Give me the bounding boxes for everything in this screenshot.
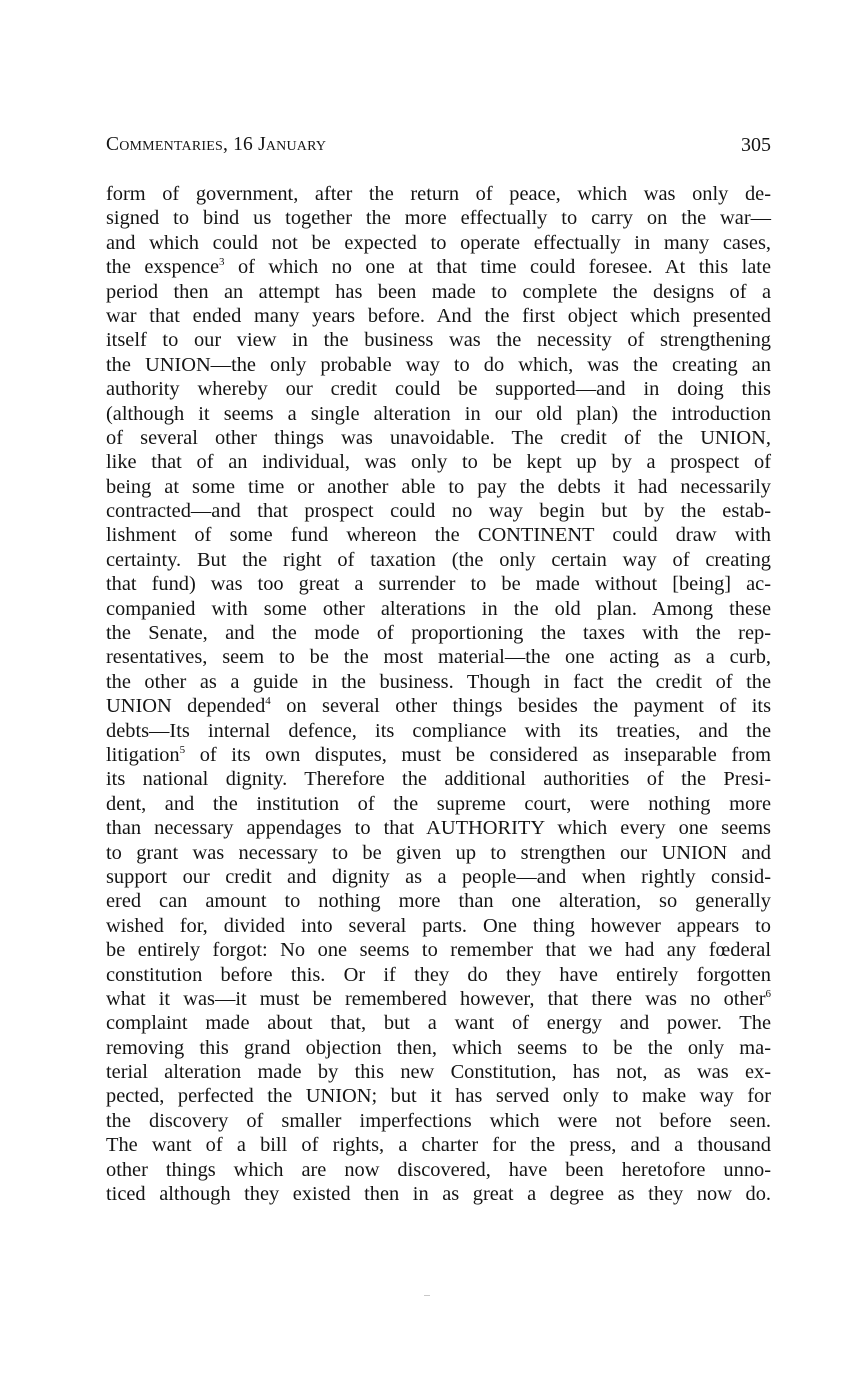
footnote-marker: 6 (765, 987, 771, 1000)
body-line: signed to bind us together the more effectually to carry on the war— (106, 207, 771, 230)
body-line: the Senate, and the mode of proportioning the taxes with the rep- (106, 622, 771, 645)
footnote-marker: 5 (179, 743, 186, 756)
body-line: being at some time or another able to pay the debts it had necessarily (106, 475, 771, 498)
body-line: that fund) was too great a surrender to be made without [being] ac- (106, 573, 771, 596)
body-text (106, 182, 771, 1206)
body-line: period then an attempt has been made to complete the designs of a (106, 280, 771, 303)
body-line: what it was—it must be remembered however, that there was no other$^6$ (106, 987, 771, 1010)
body-line: of several other things was unavoidable. The credit of the UNION, (106, 426, 771, 449)
body-line: ered can amount to nothing more than one alteration, so generally (106, 890, 771, 913)
body-line: than necessary appendages to that AUTHORITY which every one seems (106, 817, 771, 840)
body-line: the UNION—the only probable way to do which, was the creating an (106, 353, 771, 376)
body-line: war that ended many years before. And the first object which presented (106, 304, 771, 327)
running-head (106, 134, 771, 160)
body-line: certainty. But the right of taxation (the only certain way of creating (106, 548, 771, 571)
body-line: lishment of some fund whereon the CONTINENT could draw with (106, 524, 771, 547)
body-line: other things which are now discovered, have been heretofore unno- (106, 1158, 771, 1181)
body-line: the exspence$^3$ of which no one at that time could foresee. At this late (106, 256, 771, 279)
body-line: its national dignity. Therefore the additional authorities of the Presi- (106, 768, 771, 791)
body-line: wished for, divided into several parts. One thing however appears to (106, 914, 771, 937)
body-line: contracted—and that prospect could no way begin but by the estab- (106, 500, 771, 523)
running-head-title: Commentaries, 16 January (106, 134, 327, 155)
body-line: like that of an individual, was only to be kept up by a prospect of (106, 451, 771, 474)
body-line: (although it seems a single alteration in our old plan) the introduction (106, 402, 771, 425)
body-line: the discovery of smaller imperfections which were not before seen. (106, 1109, 771, 1132)
body-line: litigation$^5$ of its own disputes, must be considered as inseparable from (106, 743, 771, 766)
body-line: terial alteration made by this new Constitution, has not, as was ex- (106, 1061, 771, 1084)
body-line: resentatives, seem to be the most material—the one acting as a curb, (106, 646, 771, 669)
footnote-marker: 4 (265, 695, 271, 708)
body-line: ticed although they existed then in as great a degree as they now do. (106, 1183, 771, 1206)
body-line: dent, and the institution of the supreme court, were nothing more (106, 792, 771, 815)
body-line: be entirely forgot: No one seems to remember that we had any fœderal (106, 939, 771, 962)
body-line: the other as a guide in the business. Though in fact the credit of the (106, 670, 771, 693)
body-line: itself to our view in the business was the necessity of strengthening (106, 329, 771, 352)
body-line: complaint made about that, but a want of energy and power. The (106, 1012, 771, 1035)
body-line: companied with some other alterations in the old plan. Among these (106, 597, 771, 620)
page-number: 305 (741, 134, 771, 156)
footnote-marker: 3 (219, 256, 225, 269)
body-line: constitution before this. Or if they do they have entirely forgotten (106, 963, 771, 986)
body-line: The want of a bill of rights, a charter for the press, and a thousand (106, 1134, 771, 1157)
page-speck (424, 1295, 430, 1296)
body-line: and which could not be expected to operate effectually in many cases, (106, 231, 771, 254)
body-line: debts—Its internal defence, its compliance with its treaties, and the (106, 719, 771, 742)
body-line: form of government, after the return of peace, which was only de- (106, 183, 771, 205)
body-line: pected, perfected the UNION; but it has served only to make way for (106, 1085, 771, 1108)
body-line: authority whereby our credit could be supported—and in doing this (106, 378, 771, 401)
body-line: UNION depended$^4$ on several other things besides the payment of its (106, 695, 772, 718)
body-line: to grant was necessary to be given up to strengthen our UNION and (106, 841, 771, 864)
body-line: support our credit and dignity as a people—and when rightly consid- (106, 865, 771, 888)
body-line: removing this grand objection then, which seems to be the only ma- (106, 1036, 771, 1059)
